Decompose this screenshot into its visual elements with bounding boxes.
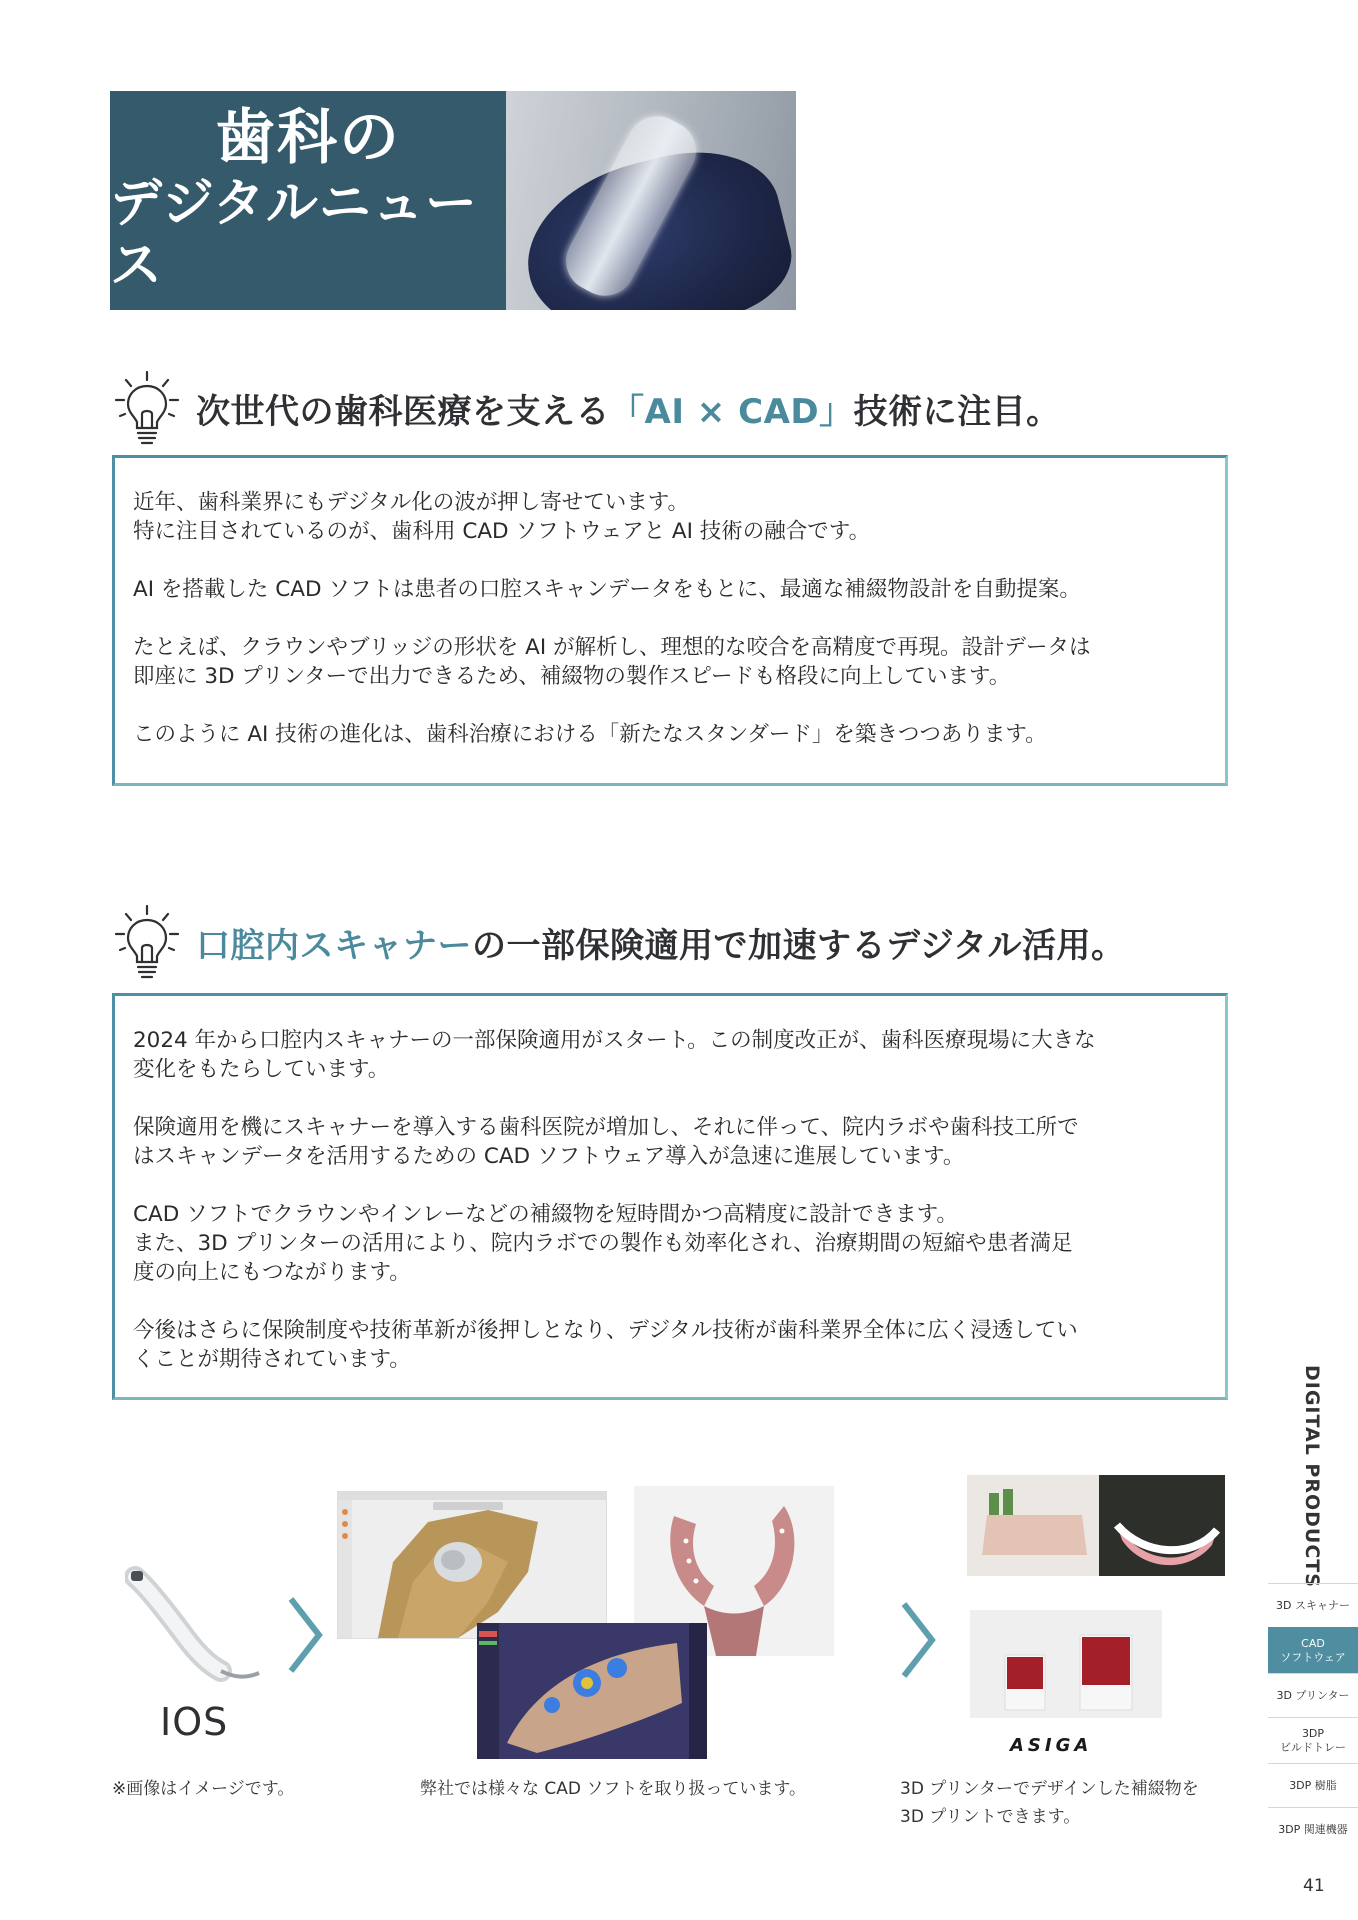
- nav-item-3dp-equipment[interactable]: 3DP 関連機器: [1268, 1807, 1358, 1851]
- section2-heading-row: [112, 902, 1125, 982]
- section1-text-box: [112, 455, 1228, 786]
- banner-title-panel: [110, 91, 506, 310]
- intraoral-scanner-image: [125, 1565, 265, 1695]
- caption-image-note: ※画像はイメージです。: [112, 1779, 295, 1799]
- section2-heading: [196, 918, 1125, 967]
- section2-heading-accent: 口腔内スキャナー: [196, 925, 472, 966]
- header-banner: [110, 91, 796, 310]
- chevron-right-icon: [285, 1595, 325, 1675]
- category-nav: [1268, 1583, 1358, 1851]
- section2-paragraph: 今後はさらに保険制度や技術革新が後押しとなり、デジタル技術が歯科業界全体に広く浸透してい くことが期待されています。: [133, 1318, 1078, 1372]
- section1-heading: [196, 384, 1061, 433]
- section1-heading-post: 技術に注目。: [853, 391, 1061, 432]
- section1-heading-pre: 次世代の歯科医療を支える: [196, 391, 610, 432]
- cad-software-occlusion-map: [477, 1623, 707, 1759]
- chevron-right-icon: [898, 1600, 938, 1680]
- section1-paragraph: AI を搭載した CAD ソフトは患者の口腔スキャンデータをもとに、最適な補綴物設計を自動提案。: [133, 577, 1081, 602]
- nav-item-cad-software[interactable]: CAD ソフトウェア: [1268, 1627, 1358, 1673]
- section2-paragraph: CAD ソフトでクラウンやインレーなどの補綴物を短時間かつ高精度に設計できます。 また、3D プリンターの活用により、院内ラボでの製作も効率化され、治療期間の短縮や患者満足 度の向上にもつながります。: [133, 1202, 1073, 1285]
- lightbulb-icon: [112, 368, 182, 448]
- nav-item-3dp-resin[interactable]: 3DP 樹脂: [1268, 1763, 1358, 1807]
- lightbulb-icon: [112, 902, 182, 982]
- digital-products-label: DIGITAL PRODUCTS: [1301, 1365, 1323, 1588]
- cad-software-screenshot-crown: [337, 1491, 607, 1639]
- asiga-3d-printers-photo: [970, 1610, 1162, 1718]
- section2-text-box: [112, 993, 1228, 1400]
- nav-item-3d-scanner[interactable]: 3D スキャナー: [1268, 1583, 1358, 1627]
- section1-heading-row: [112, 368, 1061, 448]
- nav-item-3d-printer[interactable]: 3D プリンター: [1268, 1673, 1358, 1717]
- section2-paragraph: 2024 年から口腔内スキャナーの一部保険適用がスタート。この制度改正が、歯科医療現場に大きな 変化をもたらしています。: [133, 1028, 1096, 1082]
- banner-photo-aligner: [506, 91, 796, 310]
- page-number: 41: [1303, 1876, 1325, 1896]
- caption-cad-software: 弊社では様々な CAD ソフトを取り扱っています。: [420, 1779, 807, 1799]
- section2-paragraph: 保険適用を機にスキャナーを導入する歯科医院が増加し、それに伴って、院内ラボや歯科技工所で はスキャンデータを活用するための CAD ソフトウェア導入が急速に進展しています。: [133, 1115, 1079, 1169]
- banner-title-line1: 歯科の: [215, 102, 401, 173]
- section1-paragraph: たとえば、クラウンやブリッジの形状を AI が解析し、理想的な咬合を高精度で再現。設計データは 即座に 3D プリンターで出力できるため、補綴物の製作スピードも格段に向上しています。: [133, 635, 1091, 689]
- section1-heading-accent: 「AI × CAD」: [610, 391, 854, 432]
- caption-3d-printer: 3D プリンターでデザインした補綴物を 3D プリントできます。: [900, 1779, 1199, 1827]
- nav-item-3dp-build-tray[interactable]: 3DP ビルドトレー: [1268, 1717, 1358, 1763]
- banner-title-line2: デジタルニュース: [110, 173, 478, 296]
- ios-label: IOS: [160, 1700, 229, 1744]
- section2-heading-post: の一部保険適用で加速するデジタル活用。: [472, 925, 1126, 966]
- section1-paragraph: 近年、歯科業界にもデジタル化の波が押し寄せています。 特に注目されているのが、歯科用 CAD ソフトウェアと AI 技術の融合です。: [133, 490, 871, 544]
- section1-paragraph: このように AI 技術の進化は、歯科治療における「新たなスタンダード」を築きつつあります。: [133, 722, 1047, 747]
- printed-dental-models-photo: [967, 1475, 1225, 1576]
- asiga-logo: ASIGA: [1010, 1735, 1093, 1756]
